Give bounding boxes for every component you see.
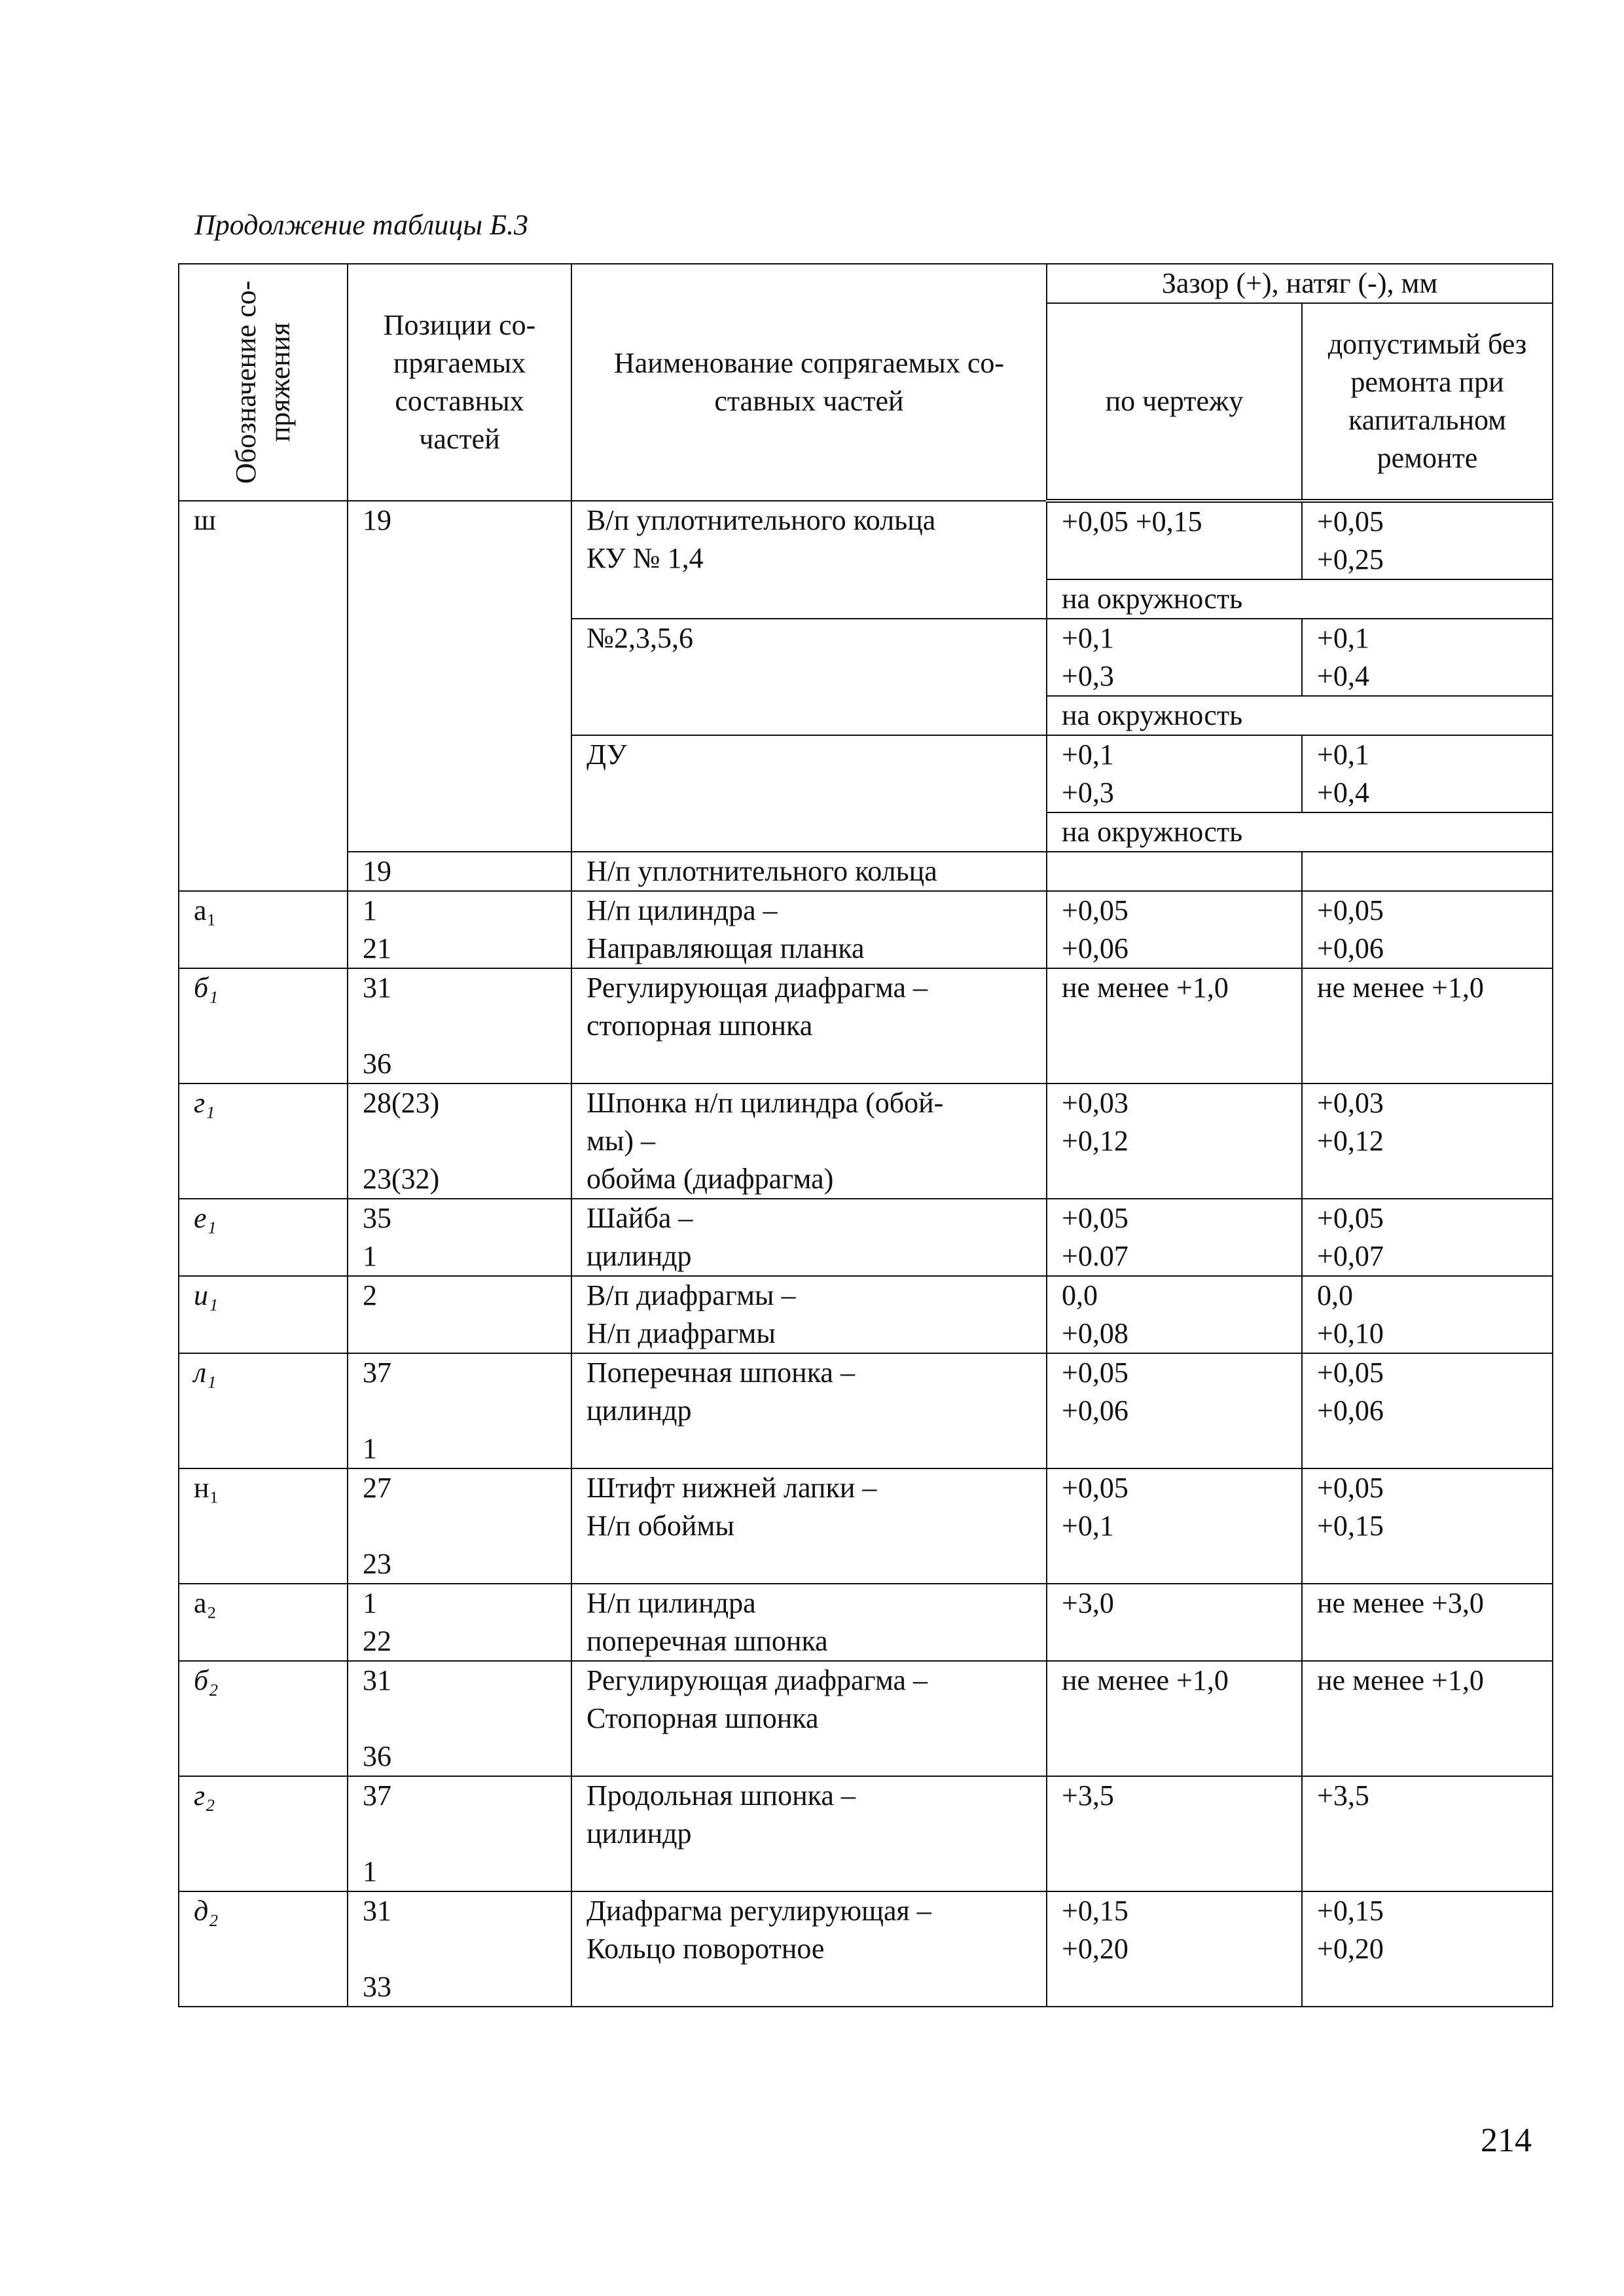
header-gap-group: Зазор (+), натяг (-), мм	[1047, 264, 1553, 303]
drawing-cell: не менее +1,0	[1047, 1661, 1302, 1776]
table-row	[179, 1584, 1553, 1661]
name-cell: Диафрагма регулирующая – Кольцо поворотное	[571, 1891, 1047, 2007]
allowed-cell: +0,1 +0,4	[1302, 735, 1553, 812]
positions-cell: 28(23) 23(32)	[348, 1084, 571, 1199]
name-cell: №2,3,5,6	[571, 619, 1047, 735]
name-cell: Штифт нижней лапки – Н/п обоймы	[571, 1468, 1047, 1584]
drawing-cell: +0,05 +0,1	[1047, 1468, 1302, 1584]
name-cell: Продольная шпонка – цилиндр	[571, 1776, 1047, 1891]
table-row	[179, 968, 1553, 1084]
name-cell: Регулирующая диафрагма – стопорная шпонка	[571, 968, 1047, 1084]
name-cell: В/п уплотнительного кольца КУ № 1,4	[571, 501, 1047, 619]
allowed-cell: +0,05 +0,06	[1302, 891, 1553, 968]
drawing-cell: +3,0	[1047, 1584, 1302, 1661]
header-name: Наименование сопрягаемых со-ставных частей	[571, 264, 1047, 501]
name-cell: Н/п цилиндра поперечная шпонка	[571, 1584, 1047, 1661]
allowed-cell: +0,05 +0,07	[1302, 1199, 1553, 1276]
drawing-cell: +3,5	[1047, 1776, 1302, 1891]
name-cell: Н/п цилиндра – Направляющая планка	[571, 891, 1047, 968]
allowed-cell: 0,0 +0,10	[1302, 1276, 1553, 1353]
table-row	[179, 1661, 1553, 1776]
drawing-cell	[1047, 852, 1302, 891]
table-row	[179, 1353, 1553, 1468]
drawing-cell: +0,05 +0.07	[1047, 1199, 1302, 1276]
allowed-cell: не менее +3,0	[1302, 1584, 1553, 1661]
positions-cell: 31 33	[348, 1891, 571, 2007]
table-caption: Продолжение таблицы Б.3	[194, 209, 529, 241]
positions-cell: 2	[348, 1276, 571, 1353]
name-cell: Шпонка н/п цилиндра (обой- мы) – обойма (диафрагма)	[571, 1084, 1047, 1199]
designation-cell: б₁	[179, 968, 348, 1084]
positions-cell: 1 21	[348, 891, 571, 968]
name-cell: Регулирующая диафрагма – Стопорная шпонка	[571, 1661, 1047, 1776]
name-cell: ДУ	[571, 735, 1047, 852]
designation-cell: а₁	[179, 891, 348, 968]
table-row	[179, 1776, 1553, 1891]
table-row	[179, 1199, 1553, 1276]
header-designation-label: Обозначение со-пряжения	[230, 280, 296, 484]
positions-cell: 19	[348, 852, 571, 891]
designation-cell: а₂	[179, 1584, 348, 1661]
name-cell: Шайба – цилиндр	[571, 1199, 1047, 1276]
allowed-cell: +0,1 +0,4	[1302, 619, 1553, 696]
page-number: 214	[1481, 2122, 1532, 2159]
designation-cell: г₂	[179, 1776, 348, 1891]
table-row	[179, 501, 1553, 579]
positions-cell: 1 22	[348, 1584, 571, 1661]
designation-cell: л₁	[179, 1353, 348, 1468]
positions-cell: 35 1	[348, 1199, 571, 1276]
note-cell: на окружность	[1047, 812, 1553, 852]
allowed-cell: +0,05 +0,25	[1302, 501, 1553, 579]
drawing-cell: +0,03 +0,12	[1047, 1084, 1302, 1199]
allowed-cell: +0,05 +0,15	[1302, 1468, 1553, 1584]
positions-cell: 37 1	[348, 1353, 571, 1468]
drawing-cell: не менее +1,0	[1047, 968, 1302, 1084]
allowed-cell: +0,05 +0,06	[1302, 1353, 1553, 1468]
designation-cell: н₁	[179, 1468, 348, 1584]
designation-cell: б₂	[179, 1661, 348, 1776]
header-positions: Позиции со-прягаемых составных частей	[348, 264, 571, 501]
drawing-cell: 0,0 +0,08	[1047, 1276, 1302, 1353]
positions-cell: 31 36	[348, 968, 571, 1084]
positions-cell: 37 1	[348, 1776, 571, 1891]
table-row	[179, 1891, 1553, 2007]
name-cell: В/п диафрагмы – Н/п диафрагмы	[571, 1276, 1047, 1353]
table-row	[179, 1276, 1553, 1353]
designation-cell: д₂	[179, 1891, 348, 2007]
drawing-cell: +0,15 +0,20	[1047, 1891, 1302, 2007]
positions-cell: 31 36	[348, 1661, 571, 1776]
allowed-cell	[1302, 852, 1553, 891]
drawing-cell: +0,05 +0,06	[1047, 891, 1302, 968]
designation-cell: г₁	[179, 1084, 348, 1199]
header-by-drawing: по чертежу	[1047, 303, 1302, 501]
drawing-cell: +0,1 +0,3	[1047, 735, 1302, 812]
drawing-cell: +0,05 +0,15	[1047, 501, 1302, 579]
name-cell: Н/п уплотнительного кольца	[571, 852, 1047, 891]
mating-parts-table	[178, 263, 1553, 2007]
allowed-cell: +0,03 +0,12	[1302, 1084, 1553, 1199]
drawing-cell: +0,1 +0,3	[1047, 619, 1302, 696]
designation-cell: е₁	[179, 1199, 348, 1276]
note-cell: на окружность	[1047, 696, 1553, 735]
header-designation	[179, 264, 348, 501]
name-cell: Поперечная шпонка – цилиндр	[571, 1353, 1047, 1468]
designation-cell: ш	[179, 501, 348, 891]
positions-cell: 19	[348, 501, 571, 852]
drawing-cell: +0,05 +0,06	[1047, 1353, 1302, 1468]
header-allowed: допустимый без ремонта при капитальном ремонте	[1302, 303, 1553, 501]
note-cell: на окружность	[1047, 579, 1553, 619]
allowed-cell: +3,5	[1302, 1776, 1553, 1891]
table-row	[179, 1084, 1553, 1199]
table-row	[179, 852, 1553, 891]
allowed-cell: +0,15 +0,20	[1302, 1891, 1553, 2007]
allowed-cell: не менее +1,0	[1302, 1661, 1553, 1776]
designation-cell: и₁	[179, 1276, 348, 1353]
table-row	[179, 891, 1553, 968]
table-row	[179, 1468, 1553, 1584]
allowed-cell: не менее +1,0	[1302, 968, 1553, 1084]
positions-cell: 27 23	[348, 1468, 571, 1584]
